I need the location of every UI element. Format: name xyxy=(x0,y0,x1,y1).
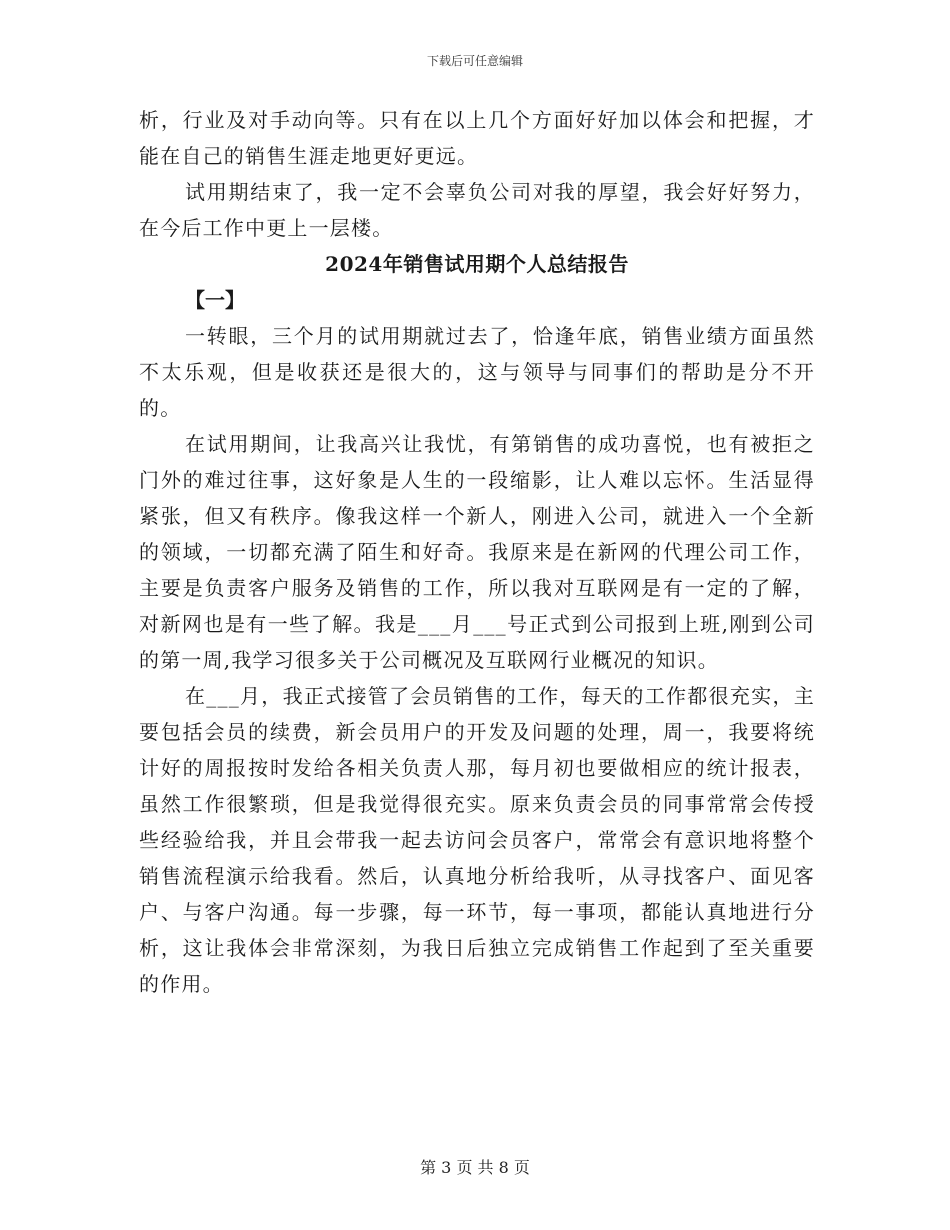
section-marker: 【一】 xyxy=(185,288,245,312)
report-title: 2024年销售试用期个人总结报告 xyxy=(325,252,629,276)
paragraph-closing: 试用期结束了，我一定不会辜负公司对我的厚望，我会好好努力，在今后工作中更上一层楼。 xyxy=(139,180,815,240)
page-number: 第 3 页 共 8 页 xyxy=(420,1158,530,1177)
paragraph-membership-sales: 在___月，我正式接管了会员销售的工作，每天的工作都很充实，主要包括会员的续费，新会员用户的开发及问题的处理，周一，我要将统计好的周报按时发给各相关负责人那，每月初也要做相应的统计报表，虽然工作很繁琐，但是我觉得很充实。原来负责会员的同事常常会传授些经验给我，并且会带我一起去访问会员客户，常常会有意识地将整个销售流程演示给我看。然后，认真地分析给我听，从寻找客户、面见客户、与客户沟通。每一步骤，每一环节，每一事项，都能认真地进行分析，这让我体会非常深刻，为我日后独立完成销售工作起到了至关重要的作用。 xyxy=(139,684,815,996)
paragraph-intro: 一转眼，三个月的试用期就过去了，恰逢年底，销售业绩方面虽然不太乐观，但是收获还是很大的，这与领导与同事们的帮助是分不开的。 xyxy=(139,324,815,420)
page-header: 下载后可任意编辑 xyxy=(426,54,523,68)
paragraph-probation: 在试用期间，让我高兴让我忧，有第销售的成功喜悦，也有被拒之门外的难过往事，这好象是人生的一段缩影，让人难以忘怀。生活显得紧张，但又有秩序。像我这样一个新人，刚进入公司，就进入一个全新的领域，一切都充满了陌生和好奇。我原来是在新网的代理公司工作，主要是负责客户服务及销售的工作，所以我对互联网是有一定的了解，对新网也是有一些了解。我是___月___号正式到公司报到上班,刚到公司的第一周,我学习很多关于公司概况及互联网行业概况的知识。 xyxy=(139,432,815,672)
document-body xyxy=(139,102,815,1002)
paragraph-continued: 析，行业及对手动向等。只有在以上几个方面好好加以体会和把握，才能在自己的销售生涯走地更好更远。 xyxy=(139,108,815,168)
